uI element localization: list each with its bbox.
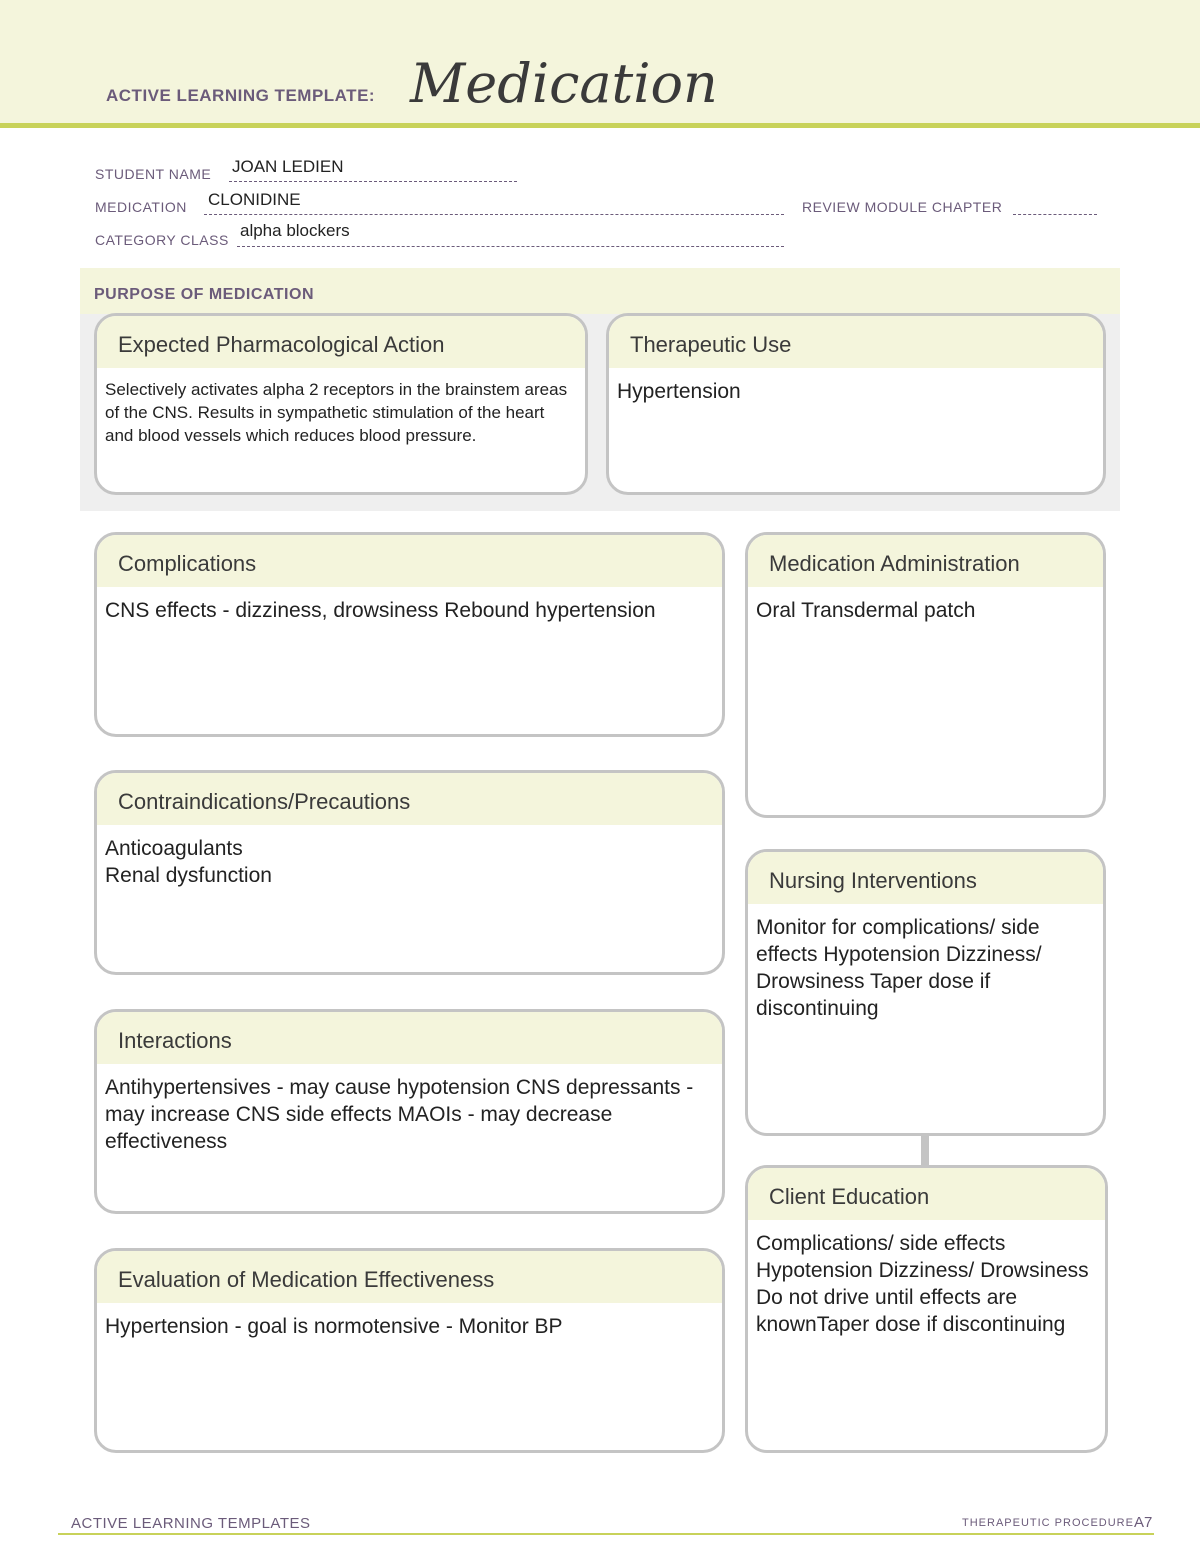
expected-action-text[interactable]: Selectively activates alpha 2 receptors in the brainstem areas of the CNS. Results in sympathetic stimulation of the heart and blood vessels which reduces blood pressure.: [105, 380, 568, 445]
expected-action-title: Expected Pharmacological Action: [97, 316, 585, 368]
footer-procedure-label: THERAPEUTIC PROCEDURE: [962, 1517, 1134, 1529]
evaluation-box: [94, 1248, 725, 1453]
purpose-label: PURPOSE OF MEDICATION: [94, 286, 314, 303]
complications-title: Complications: [97, 535, 722, 587]
footer-templates-label: ACTIVE LEARNING TEMPLATES: [71, 1515, 311, 1532]
nursing-interventions-box: [745, 849, 1106, 1136]
contraindications-box: [94, 770, 725, 975]
medication-field[interactable]: CLONIDINE: [208, 190, 301, 209]
interactions-box: [94, 1009, 725, 1214]
medication-label: MEDICATION: [95, 199, 187, 215]
complications-box: [94, 532, 725, 737]
student-name-field[interactable]: JOAN LEDIEN: [232, 157, 344, 176]
template-label: ACTIVE LEARNING TEMPLATE:: [106, 86, 376, 105]
client-education-box: [745, 1165, 1108, 1453]
connector-line: [921, 1135, 929, 1167]
expected-action-box: [94, 313, 588, 495]
evaluation-title: Evaluation of Medication Effectiveness: [97, 1251, 722, 1303]
medication-administration-text[interactable]: Oral Transdermal patch: [756, 599, 976, 622]
page-title: Medication: [410, 52, 718, 115]
student-name-label: STUDENT NAME: [95, 166, 212, 182]
therapeutic-use-text[interactable]: Hypertension: [617, 380, 741, 403]
category-class-field[interactable]: alpha blockers: [240, 221, 350, 240]
student-name-line: [229, 181, 517, 182]
footer-divider: [58, 1533, 1154, 1535]
evaluation-text[interactable]: Hypertension - goal is normotensive - Monitor BP: [105, 1315, 563, 1338]
therapeutic-use-title: Therapeutic Use: [609, 316, 1103, 368]
client-education-text[interactable]: Complications/ side effects Hypotension Dizziness/ Drowsiness Do not drive until effects are knownTaper dose if discontinuing: [756, 1232, 1089, 1336]
contraindications-title: Contraindications/Precautions: [97, 773, 722, 825]
medication-administration-box: [745, 532, 1106, 818]
review-module-label: REVIEW MODULE CHAPTER: [802, 199, 1003, 215]
contraindication-item: Renal dysfunction: [105, 864, 272, 887]
interactions-title: Interactions: [97, 1012, 722, 1064]
complications-text[interactable]: CNS effects - dizziness, drowsiness Rebound hypertension: [105, 599, 656, 622]
interactions-text[interactable]: Antihypertensives - may cause hypotension CNS depressants - may increase CNS side effects MAOIs - may decrease effectiveness: [105, 1076, 694, 1153]
page-number: A7: [1134, 1514, 1153, 1531]
therapeutic-use-box: [606, 313, 1106, 495]
category-class-line: [237, 246, 784, 247]
category-class-label: CATEGORY CLASS: [95, 232, 229, 248]
nursing-interventions-text[interactable]: Monitor for complications/ side effects Hypotension Dizziness/ Drowsiness Taper dose if discontinuing: [756, 916, 1042, 1020]
review-module-line: [1013, 214, 1097, 215]
medication-line: [204, 214, 784, 215]
contraindications-text[interactable]: [97, 825, 722, 889]
medication-administration-title: Medication Administration: [748, 535, 1103, 587]
nursing-interventions-title: Nursing Interventions: [748, 852, 1103, 904]
contraindication-item: Anticoagulants: [105, 837, 243, 860]
client-education-title: Client Education: [748, 1168, 1105, 1220]
